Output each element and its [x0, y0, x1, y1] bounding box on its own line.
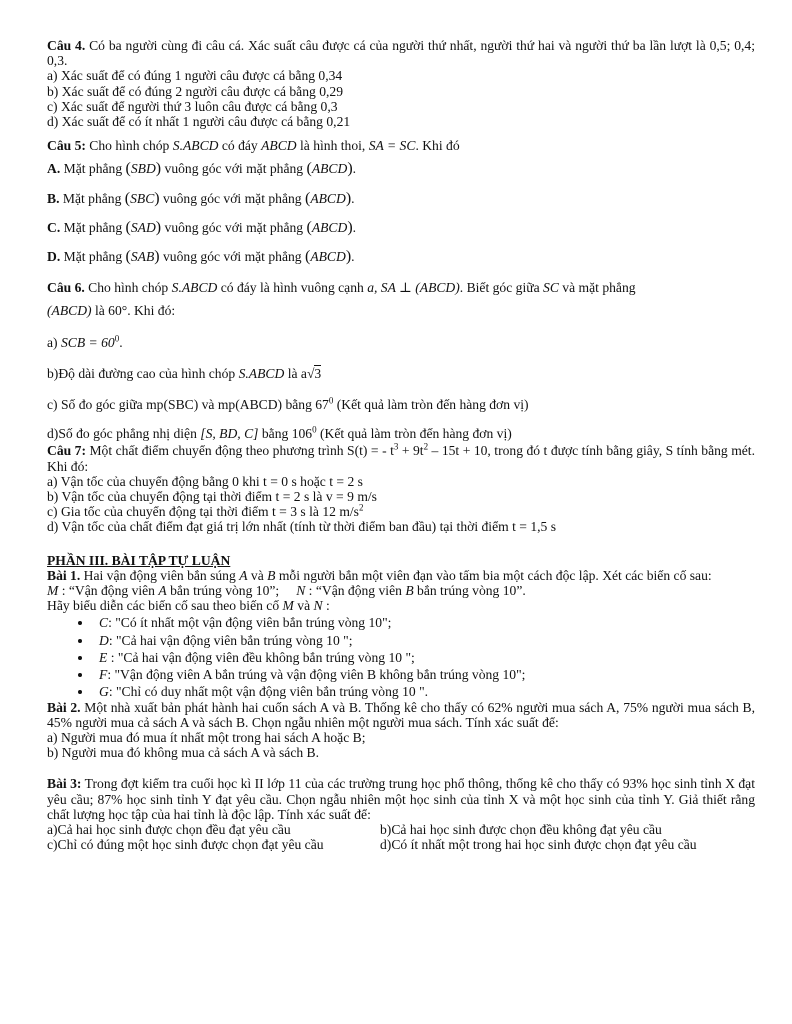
exercise-2-part-b: b) Người mua đó không mua cả sách A và sách B. [47, 745, 320, 761]
list-item: • E : "Cả hai vận động viên đều không bắn trúng vòng 10 "; [93, 650, 755, 665]
question-7-option-b: b) Vận tốc của chuyển động tại thời điểm t = 2 s là v = 9 m/s [47, 489, 377, 505]
question-4-option-c: c) Xác suất để người thứ 3 luôn câu được cá bằng 0,3 [47, 98, 338, 114]
question-5-option-b: B. Mặt phẳng (SBC) vuông góc với mặt phẳng (ABCD). [47, 189, 355, 207]
question-5-option-d: D. Mặt phẳng (SAB) vuông góc với mặt phẳng (ABCD). [47, 248, 355, 266]
exercise-3-part-c: c)Chỉ có đúng một học sinh được chọn đạt yêu cầu [47, 837, 324, 853]
question-6-stem: Câu 6. Cho hình chóp S.ABCD có đáy là hình vuông cạnh a, SA ⊥ (ABCD). Biết góc giữa SC và mặt phẳng [47, 280, 636, 296]
exercise-1-stem: Bài 1. Hai vận động viên bắn súng A và B mỗi người bắn một viên đạn vào tấm bia một cách độc lập. Xét các biến cố sau: [47, 567, 712, 583]
exercise-2-stem: Bài 2. Một nhà xuất bản phát hành hai cuốn sách A và B. Thống kê cho thấy có 62% người mua sách A, 75% người mua sách B, 45% người mua cả sách A và sách B. Chọn ngẫu nhiên một người mua sách. Tính xác suất để: [47, 699, 755, 730]
document-page [47, 38, 755, 852]
question-7-stem: Câu 7: Một chất điểm chuyển động theo phương trình S(t) = - $t^3 + 9t^2 - 15t + 10$, trong đó t được tính bằng giây, S tính bằng mét. Khi đó: [47, 441, 755, 474]
exercise-2-part-a: a) Người mua đó mua ít nhất một trong hai sách A hoặc B; [47, 729, 366, 745]
list-item: • C: "Có ít nhất một vận động viên bắn trúng vòng 10"; [93, 615, 755, 630]
question-5 [47, 138, 755, 264]
question-4 [47, 38, 755, 129]
question-7-option-d: d) Vận tốc của chất điểm đạt giá trị lớn nhất (tính từ thời điểm ban đầu) tại thời điểm t = 1,5 s [47, 519, 556, 535]
question-6-option-b: b)Độ dài đường cao của hình chóp S.ABCD là a√3 [47, 365, 322, 381]
exercise-3-parts-cd [47, 837, 755, 852]
question-4-option-b: b) Xác suất để có đúng 2 người câu được cá bằng 0,29 [47, 83, 343, 99]
exercise-1-event-list [47, 615, 755, 699]
question-5-option-a: A. Mặt phẳng (SBD) vuông góc với mặt phẳng (ABCD). [47, 160, 357, 178]
list-item: • G: "Chỉ có duy nhất một vận động viên bắn trúng vòng 10 ". [93, 684, 755, 699]
question-4-stem: Câu 4. Có ba người cùng đi câu cá. Xác suất câu được cá của người thứ nhất, người thứ hai và người thứ ba lần lượt là 0,5; 0,4; 0,3. [47, 38, 755, 69]
sqrt-symbol: √ [306, 365, 315, 381]
section-heading: PHẦN III. BÀI TẬP TỰ LUẬN [47, 552, 231, 568]
exercise-3-stem: Bài 3: Trong đợt kiểm tra cuối học kì II lớp 11 của các trường trung học phổ thông, thống kê cho thấy có 93% học sinh tỉnh X đạt yêu cầu; 87% học sinh tỉnh Y đạt yêu cầu. Chọn ngẫu nhiên một học sinh của tỉnh X và một học sinh của tỉnh Y. Giả thiết rằng chất lượng học tập của hai tỉnh là độc lập. Tính xác suất để: [47, 776, 755, 822]
question-6-option-d: d)Số đo góc phẳng nhị diện [S, BD, C] bằng $106^0$ (Kết quả làm tròn đến hàng đơn vị) [47, 424, 512, 442]
question-5-stem: Câu 5: Cho hình chóp S.ABCD có đáy ABCD là hình thoi, SA = SC. Khi đó [47, 138, 460, 154]
exercise-3-part-b: b)Cả hai học sinh được chọn đều không đạt yêu cầu [380, 821, 662, 837]
question-6-option-c: c) Số đo góc giữa mp(SBC) và mp(ABCD) bằng $67^0$ (Kết quả làm tròn đến hàng đơn vị) [47, 395, 529, 413]
exercise-3-parts-ab [47, 822, 755, 837]
exercise-3-part-a: a)Cả hai học sinh được chọn đều đạt yêu cầu [47, 821, 291, 837]
question-7-option-a: a) Vận tốc của chuyển động bằng 0 khi t = 0 s hoặc t = 2 s [47, 473, 363, 489]
list-item: • F: "Vận động viên A bắn trúng và vận động viên B không bắn trúng vòng 10"; [93, 667, 755, 682]
list-item: • D: "Cả hai vận động viên bắn trúng vòng 10 "; [93, 633, 755, 648]
question-4-option-d: d) Xác suất để có ít nhất 1 người câu được cá bằng 0,21 [47, 114, 351, 130]
question-5-option-c: C. Mặt phẳng (SAD) vuông góc với mặt phẳng (ABCD). [47, 218, 357, 236]
question-6 [47, 280, 755, 441]
question-7-option-c: c) Gia tốc của chuyển động tại thời điểm t = 3 s là 12 $m/s^2$ [47, 502, 364, 520]
exercise-1 [47, 568, 755, 700]
question-4-option-a: a) Xác suất để có đúng 1 người câu được cá bằng 0,34 [47, 68, 343, 84]
question-4-label: Câu 4. [47, 38, 86, 53]
question-6-stem-line2: (ABCD) là 60°. Khi đó: [47, 303, 176, 319]
question-7 [47, 443, 755, 534]
exercise-2 [47, 700, 755, 761]
exercise-1-instruction: Hãy biểu diễn các biến cố sau theo biến cố M và N : [47, 598, 330, 614]
question-6-option-a: a) SCB = $60^0$. [47, 333, 123, 350]
exercise-3 [47, 776, 755, 852]
exercise-3-part-d: d)Có ít nhất một trong hai học sinh được chọn đạt yêu cầu [380, 837, 697, 853]
exercise-1-events-mn: M : “Vận động viên A bắn trúng vòng 10”; N : “Vận động viên B bắn trúng vòng 10”. [47, 583, 526, 599]
